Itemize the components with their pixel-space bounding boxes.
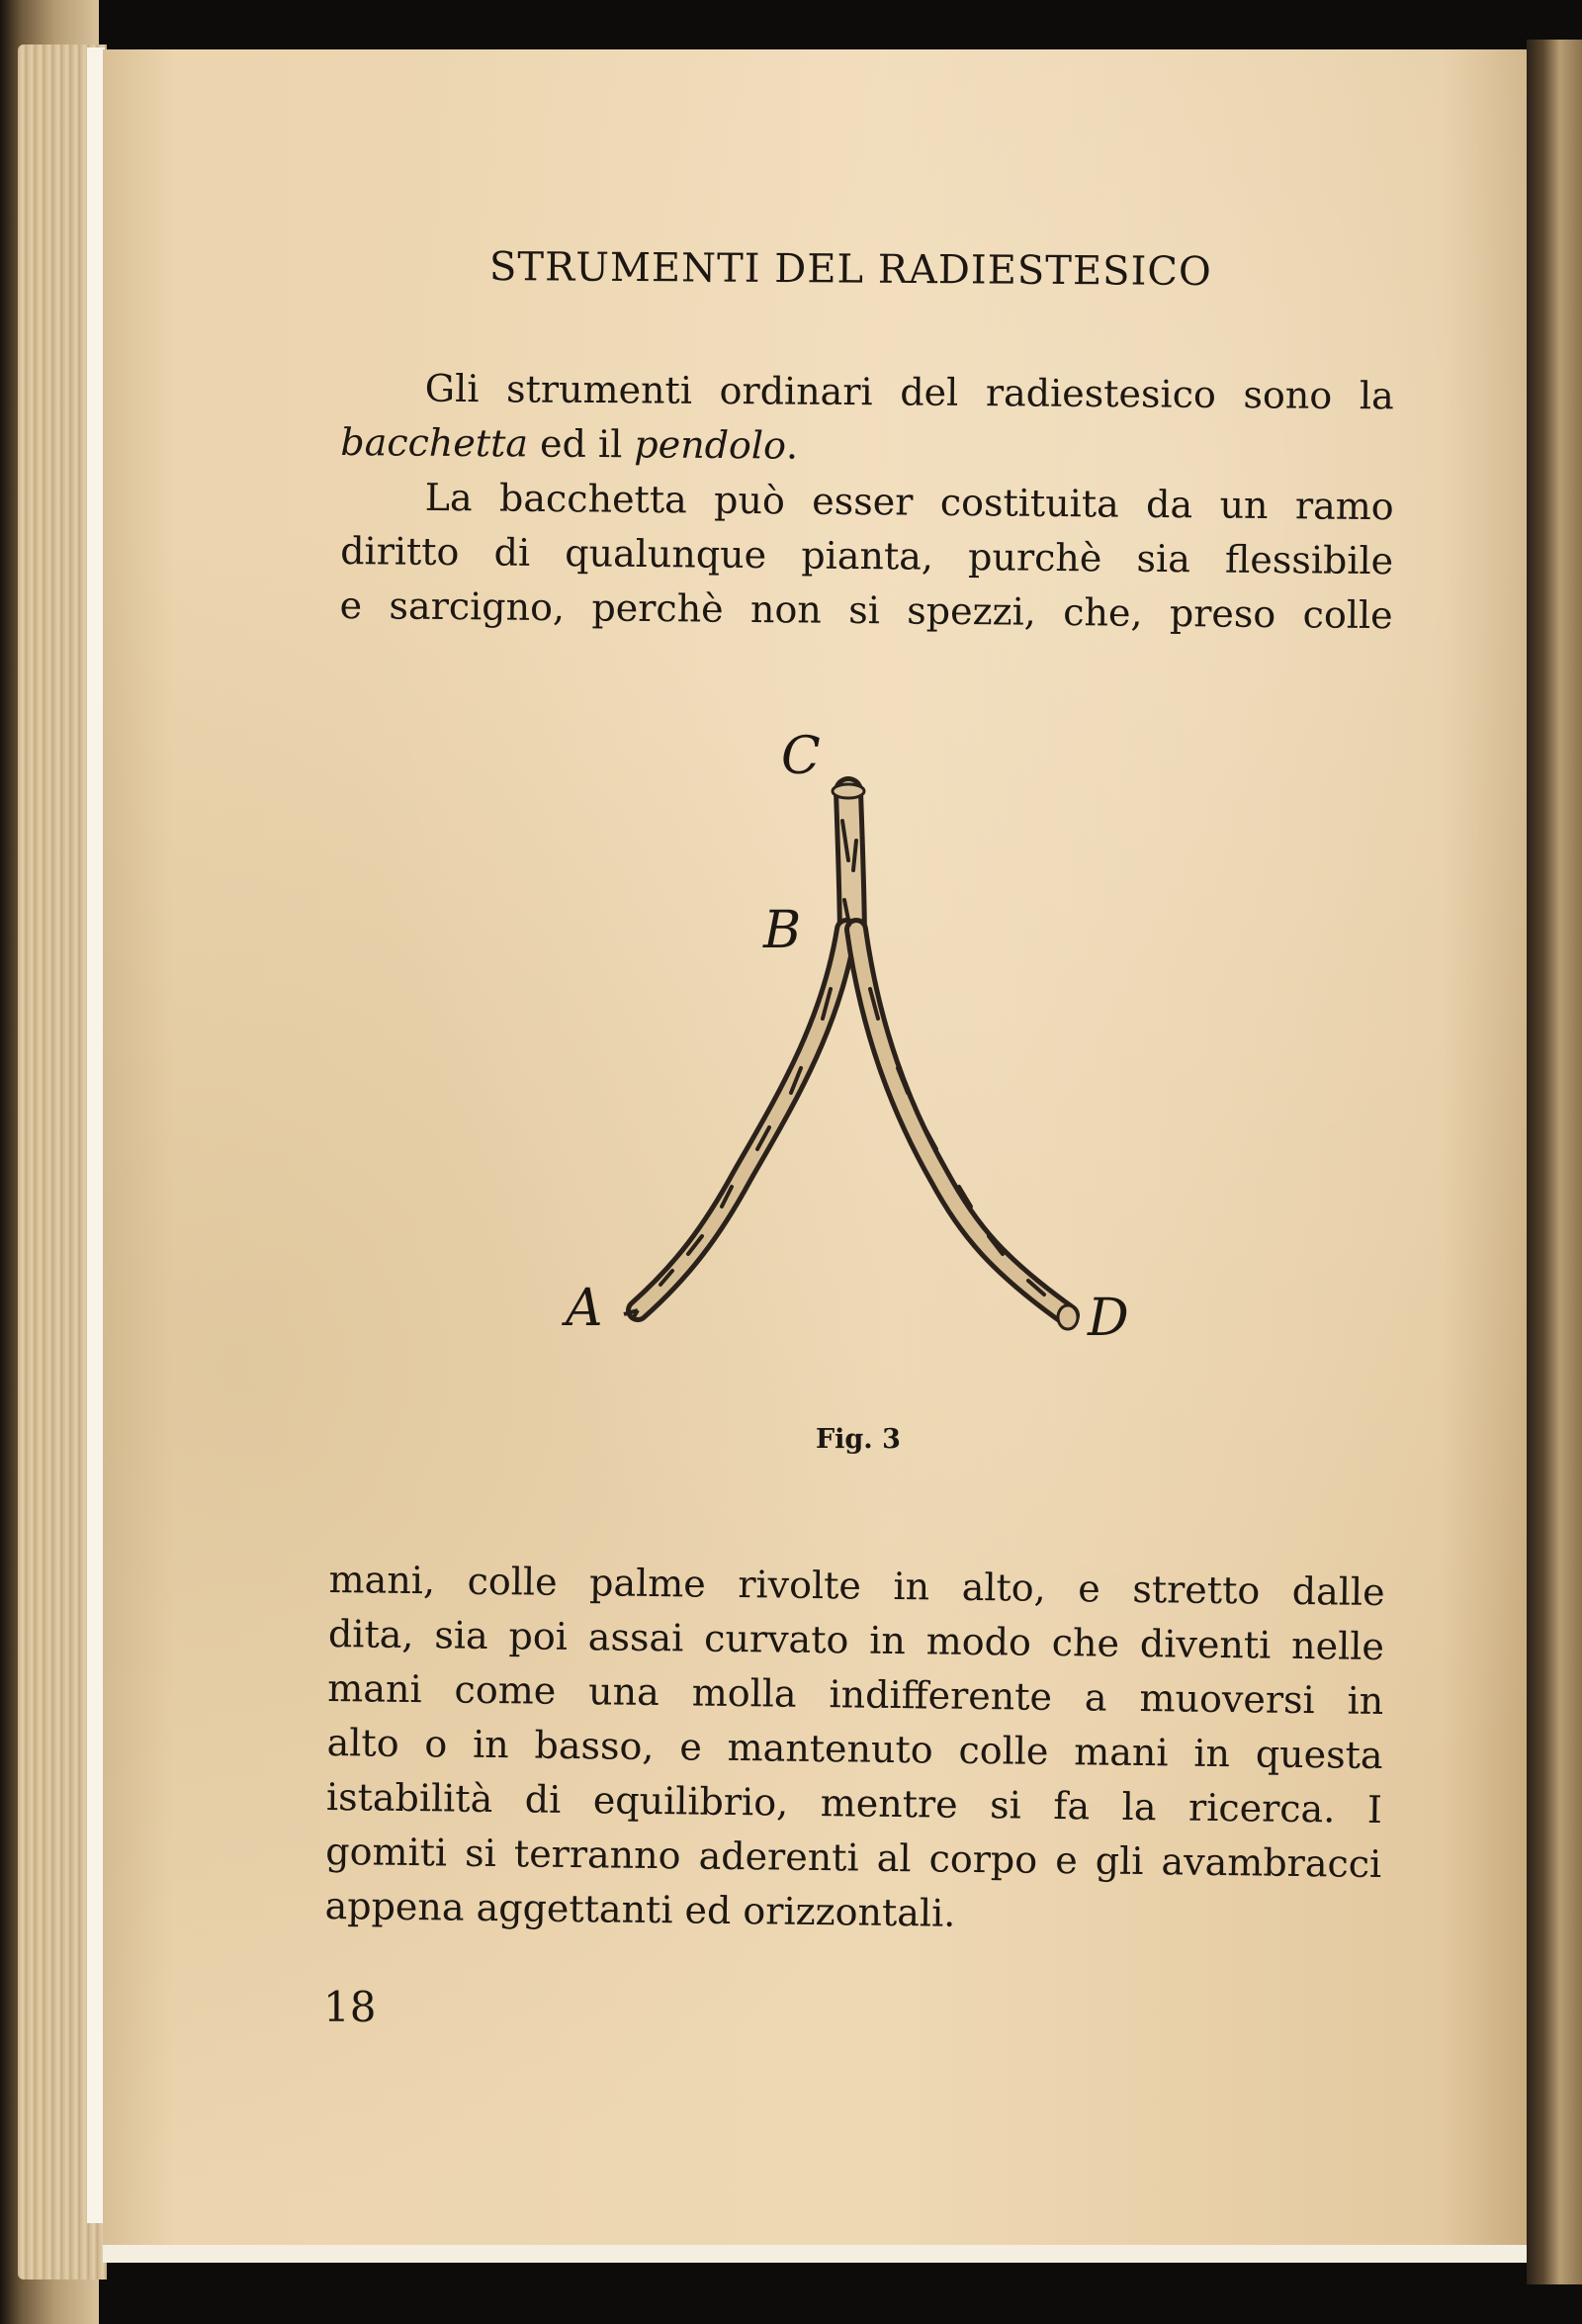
paragraph-line: diritto di qualunque pianta, purchè sia flessibile [340, 528, 1394, 583]
paragraph-line: mani come una molla indifferente a muoversi in [327, 1665, 1384, 1724]
paragraph-line: dita, sia poi assai curvato in modo che diventi nelle [327, 1611, 1385, 1669]
paragraph-intro [340, 361, 1394, 478]
page-bottom-edge [103, 2245, 1527, 2263]
paragraph-text: ed il [527, 421, 635, 467]
page-number: 18 [323, 1983, 377, 2031]
paragraph-line: e sarcigno, perchè non si spezzi, che, preso colle [339, 582, 1393, 638]
forked-divining-rod-icon [624, 784, 1078, 1329]
italic-term: pendolo [634, 422, 787, 468]
italic-term: bacchetta [340, 419, 529, 466]
figure-caption: Fig. 3 [816, 1424, 901, 1455]
figure-label-d: D [1088, 1289, 1129, 1348]
paragraph-bacchetta [339, 470, 1394, 643]
paragraph-line: appena aggettanti ed orizzontali. [324, 1883, 956, 1935]
figure-label-b: B [763, 901, 802, 960]
facing-page-edge [1527, 40, 1582, 2284]
paragraph-line: gomiti si terranno aderenti al corpo e gli avambracci [325, 1829, 1382, 1887]
forked-rod-figure [534, 732, 1186, 1424]
paragraph-text: . [785, 423, 799, 468]
figure-label-a: A [566, 1279, 603, 1338]
paragraph-line: alto o in basso, e mantenuto colle mani in questa [326, 1720, 1383, 1778]
paragraph-line: La bacchetta può esser costituita da un ramo [424, 475, 1394, 529]
chapter-heading: STRUMENTI DEL RADIESTESICO [488, 244, 1212, 296]
figure-label-c: C [781, 732, 821, 786]
paragraph-line: istabilità di equilibrio, mentre si fa la ricerca. I [325, 1774, 1383, 1832]
paragraph-line: mani, colle palme rivolte in alto, e stretto dalle [328, 1557, 1385, 1615]
paragraph-line [340, 415, 1393, 478]
paragraph-continuation [324, 1553, 1385, 1946]
paragraph-line: Gli strumenti ordinari del radiestesico sono la [424, 366, 1394, 418]
